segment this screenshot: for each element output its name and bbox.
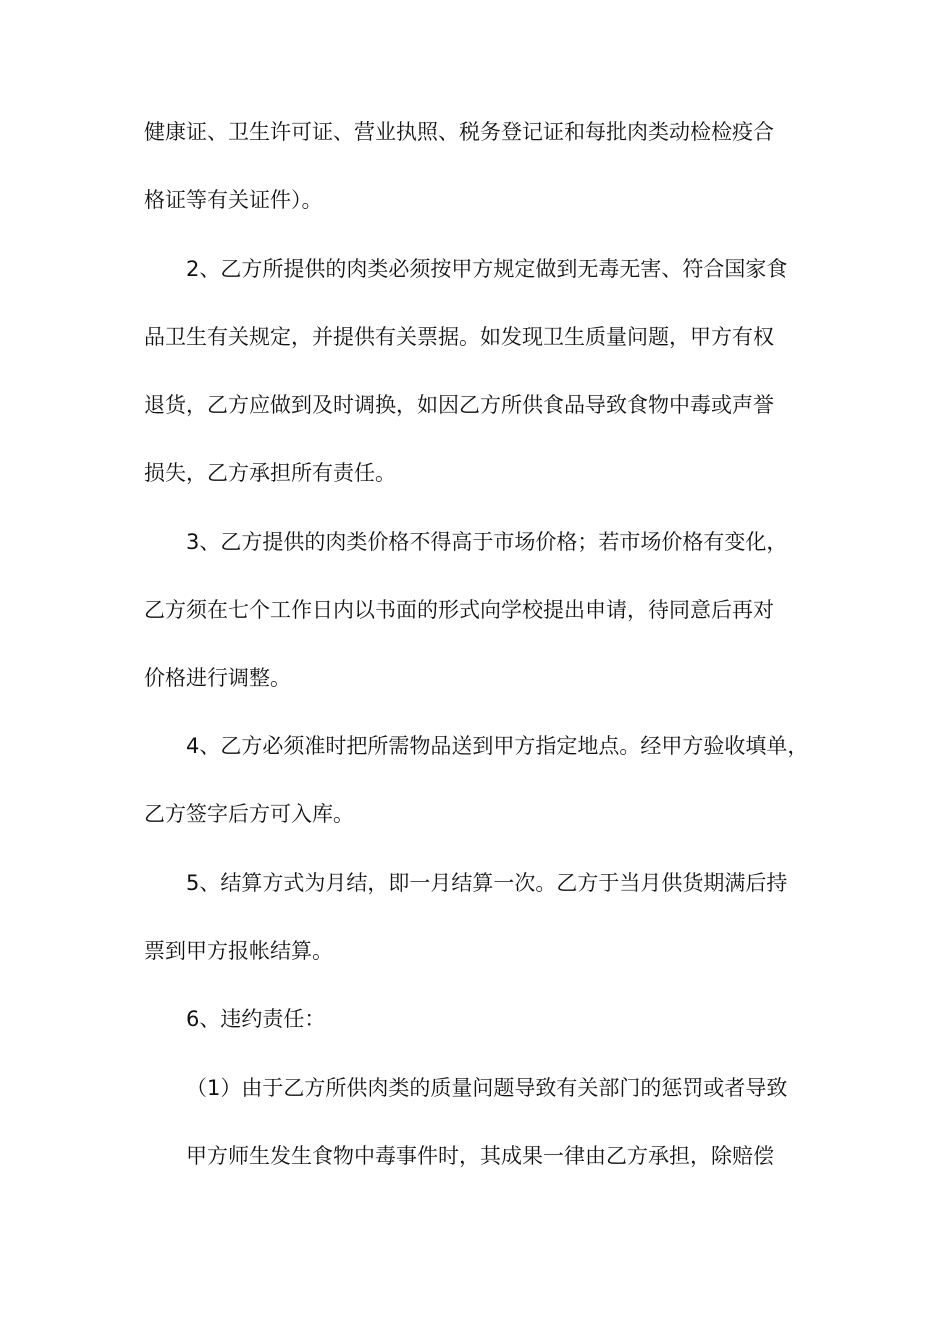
text-line: 6、违约责任： — [186, 1007, 326, 1031]
text-line: 5、结算方式为月结，即一月结算一次。乙方于当月供货期满后持 — [186, 871, 788, 895]
text-line: 价格进行调整。 — [144, 666, 291, 690]
text-line: 2、乙方所提供的肉类必须按甲方规定做到无毒无害、符合国家食 — [186, 257, 788, 281]
text-line: （1）由于乙方所供肉类的质量问题导致有关部门的惩罚或者导致 — [186, 1076, 788, 1100]
text-line: 乙方须在七个工作日内以书面的形式向学校提出申请，待同意后再对 — [144, 598, 774, 622]
text-line: 3、乙方提供的肉类价格不得高于市场价格；若市场价格有变化， — [186, 530, 788, 554]
text-line: 格证等有关证件）。 — [144, 188, 323, 212]
text-line: 乙方签字后方可入库。 — [144, 802, 354, 826]
text-line: 甲方师生发生食物中毒事件时，其成果一律由乙方承担，除赔偿 — [186, 1144, 774, 1168]
text-line: 4、乙方必须准时把所需物品送到甲方指定地点。经甲方验收填单， — [186, 734, 809, 758]
text-line: 品卫生有关规定，并提供有关票据。如发现卫生质量问题，甲方有权 — [144, 325, 774, 349]
text-line: 健康证、卫生许可证、营业执照、税务登记证和每批肉类动检检疫合 — [144, 120, 774, 144]
text-line: 票到甲方报帐结算。 — [144, 939, 333, 963]
text-line: 损失，乙方承担所有责任。 — [144, 461, 396, 485]
text-line: 退货，乙方应做到及时调换，如因乙方所供食品导致食物中毒或声誉 — [144, 393, 774, 417]
